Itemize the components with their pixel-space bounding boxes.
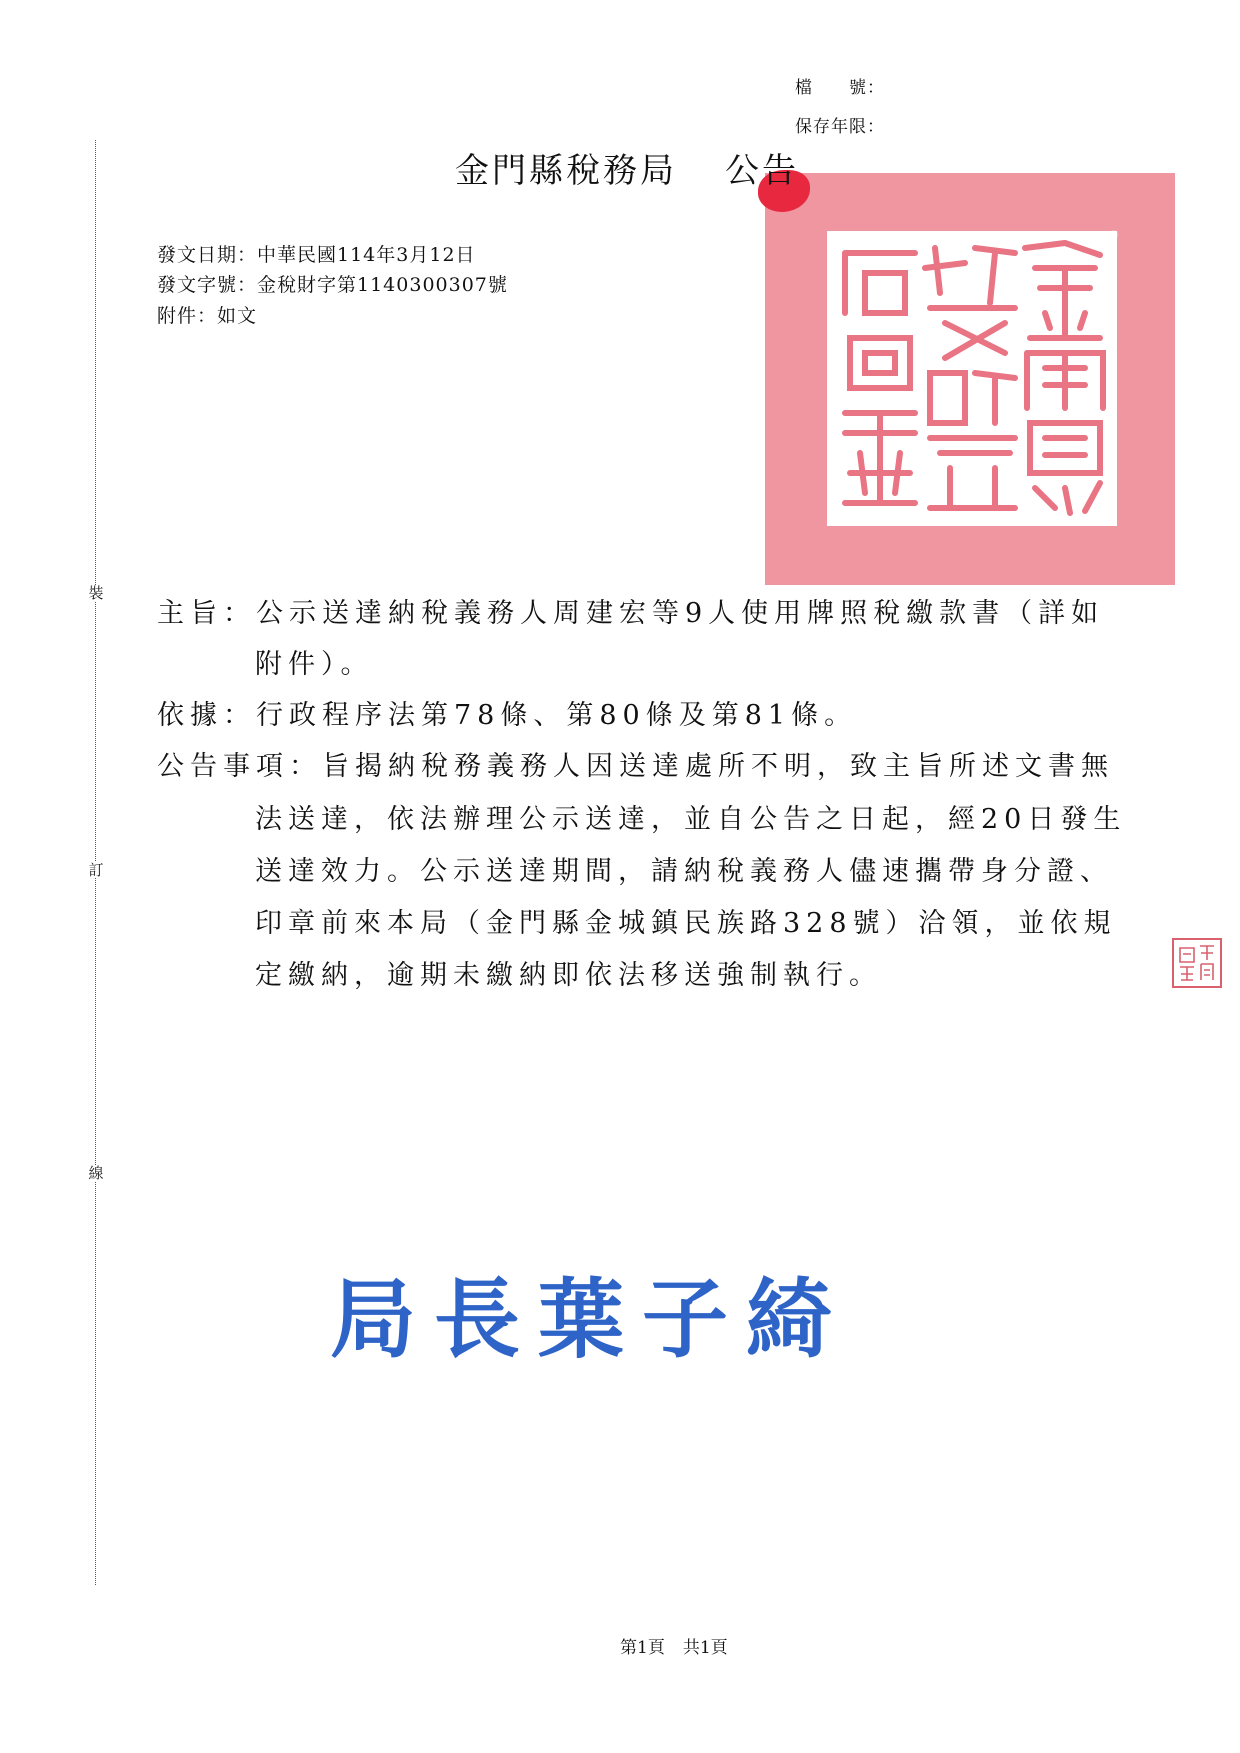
small-seal — [1172, 938, 1222, 988]
issuing-agency: 金門縣稅務局 — [455, 151, 677, 191]
official-seal — [765, 173, 1175, 585]
basis-line: 依據：行政程序法第78條、第80條及第81條。 — [157, 700, 858, 731]
notice-line-4: 印章前來本局（金門縣金城鎮民族路328號）洽領，並依規 — [255, 908, 1117, 939]
subject-line-1: 主旨：公示送達納稅義務人周建宏等9人使用牌照稅繳款書（詳如 — [157, 598, 1105, 629]
director-signature-stamp: 局長葉子綺 — [330, 1269, 850, 1370]
notice-line-1: 公告事項：旨揭納稅務義務人因送達處所不明，致主旨所述文書無 — [157, 751, 1114, 782]
binding-char-xian: 線 — [88, 1164, 104, 1182]
page-total: 共1頁 — [682, 1638, 728, 1658]
reference-number: 發文字號：金稅財字第1140300307號 — [157, 274, 508, 296]
attachment-note: 附件：如文 — [157, 305, 258, 327]
page-footer — [620, 1633, 728, 1658]
issue-date: 發文日期：中華民國114年3月12日 — [157, 244, 476, 266]
notice-line-2: 法送達，依法辦理公示送達，並自公告之日起，經20日發生 — [255, 804, 1127, 835]
document-type: 公告 — [725, 151, 799, 191]
binding-char-zhuang: 裝 — [88, 584, 104, 602]
page-number: 第1頁 — [620, 1638, 665, 1658]
file-number-label: 檔 號： — [795, 78, 885, 98]
subject-line-2: 附件）。 — [255, 649, 374, 680]
document-title — [455, 143, 799, 192]
notice-line-3: 送達效力。公示送達期間，請納稅義務人儘速攜帶身分證、 — [255, 856, 1113, 887]
notice-line-5: 定繳納，逾期未繳納即依法移送強制執行。 — [255, 960, 882, 991]
binding-char-ding: 訂 — [88, 861, 104, 879]
retention-period-label: 保存年限： — [795, 117, 885, 137]
